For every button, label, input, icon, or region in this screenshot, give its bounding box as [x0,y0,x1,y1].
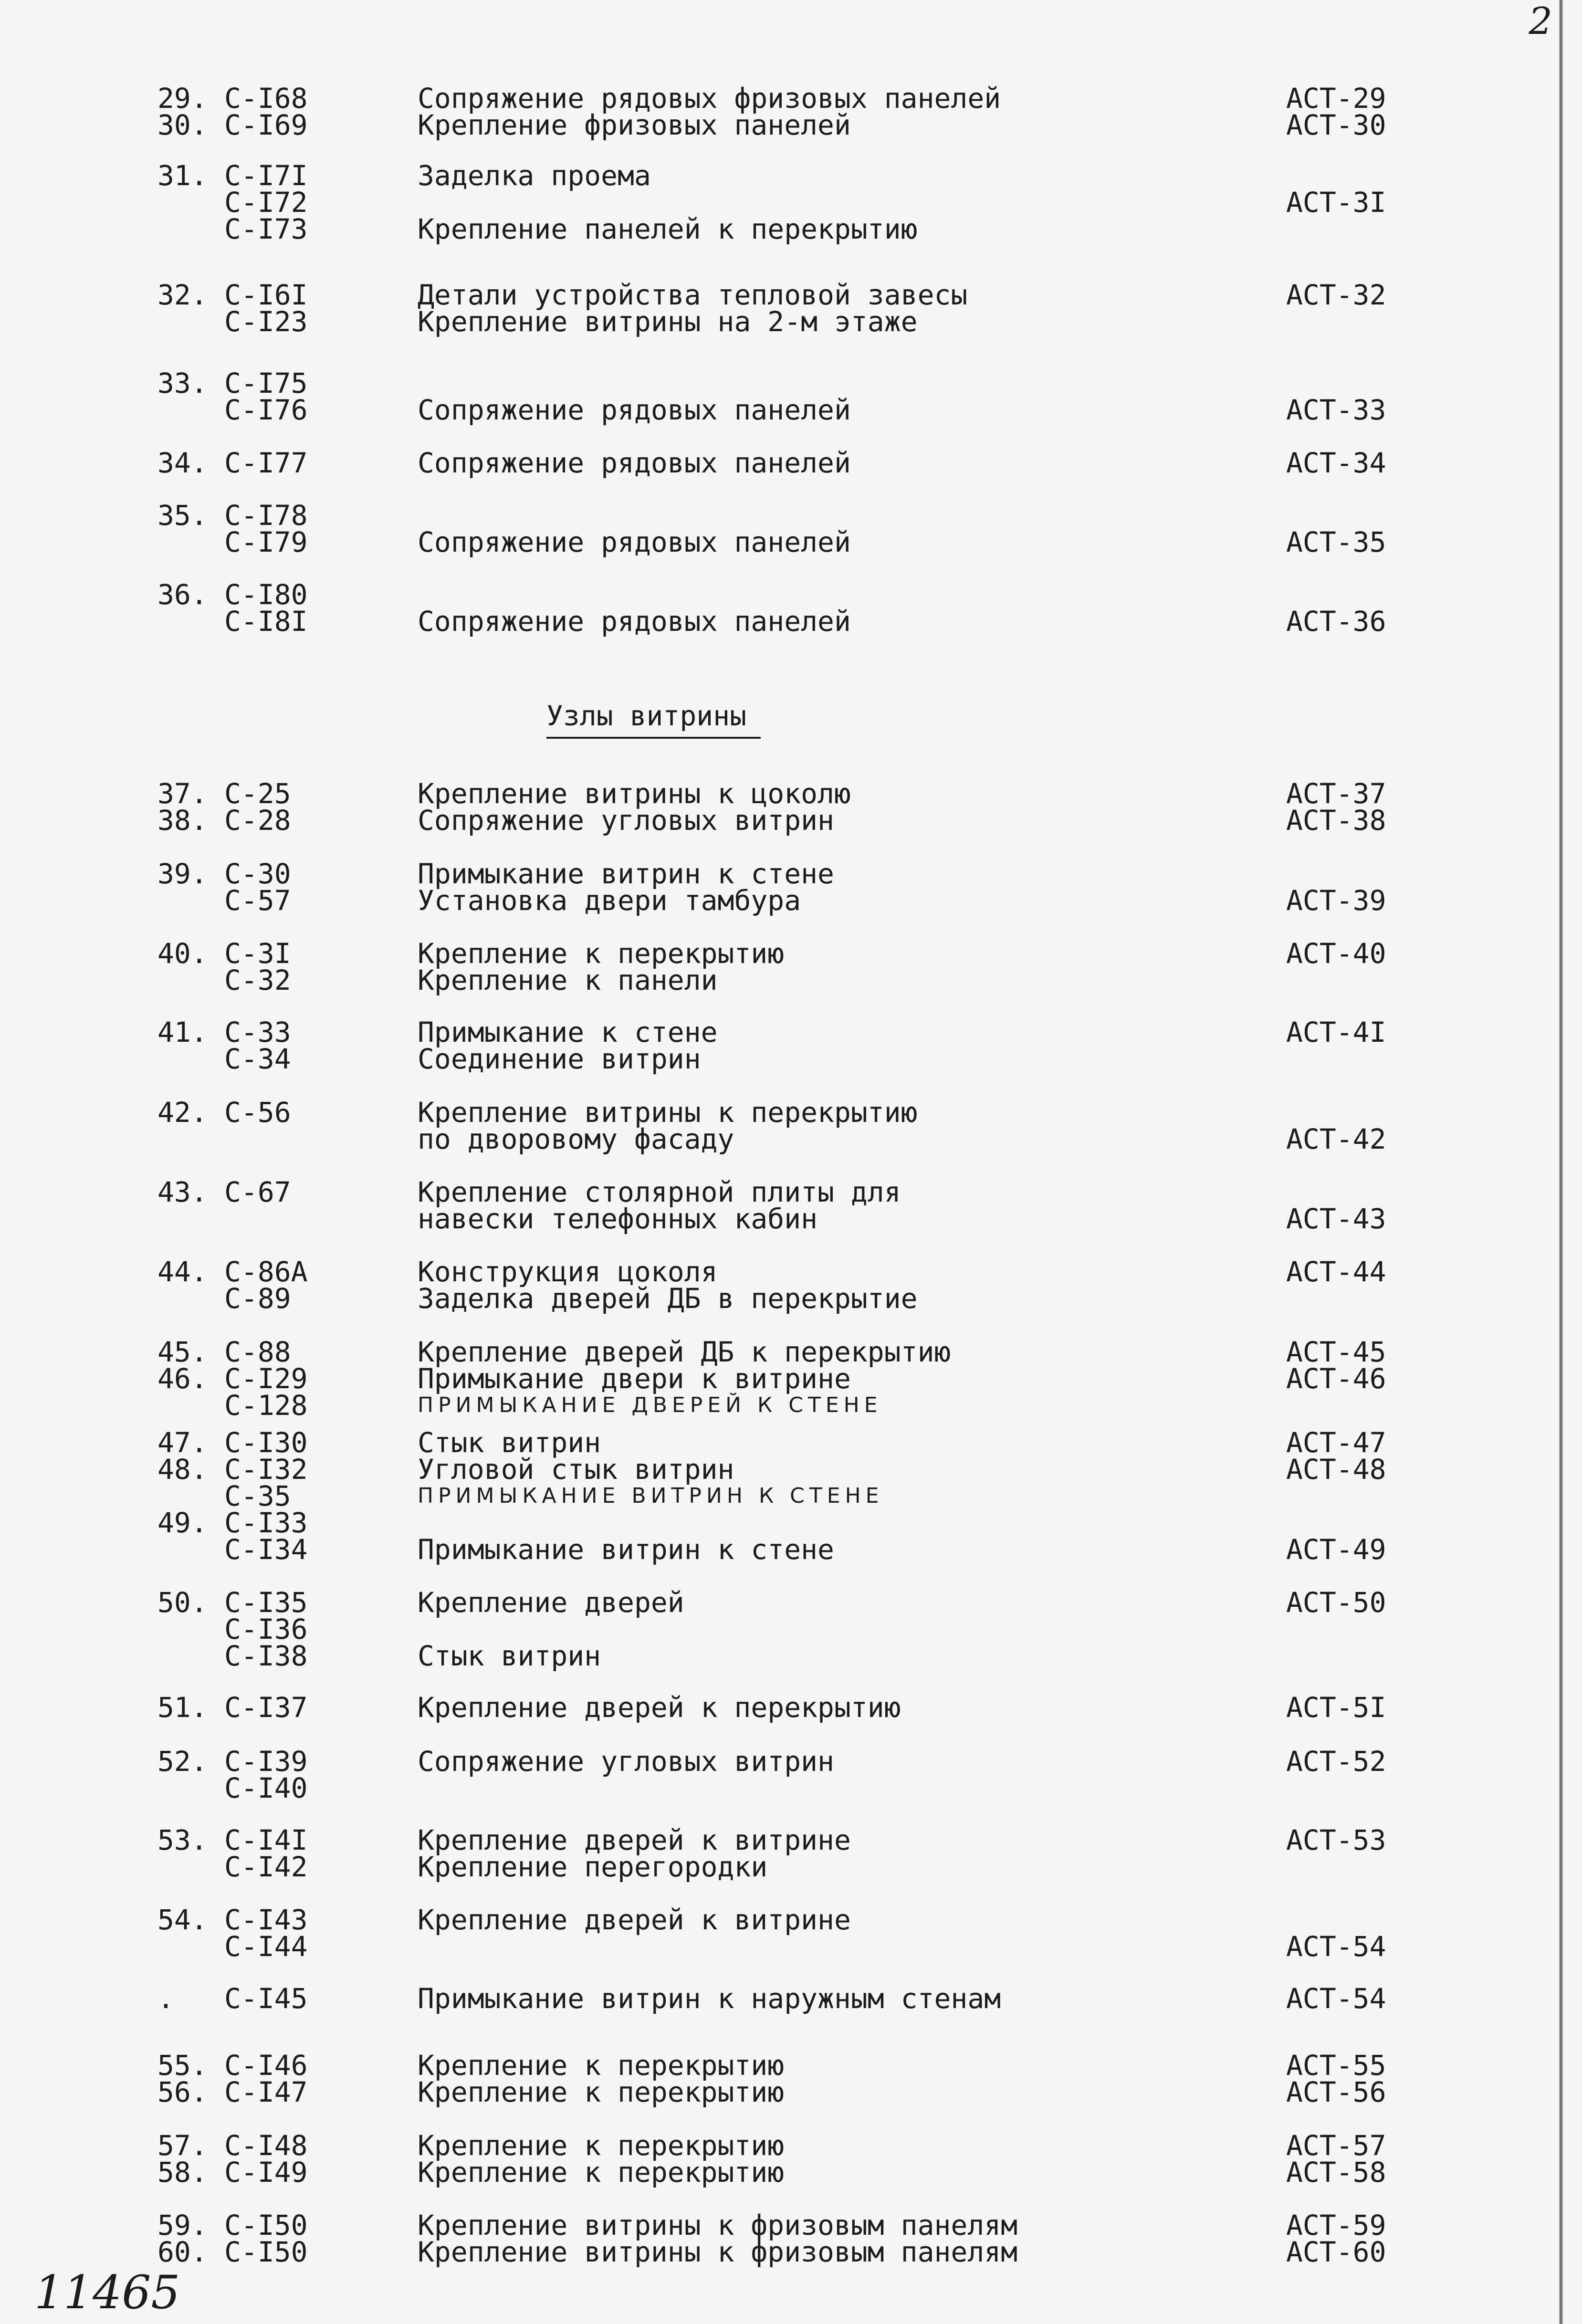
entry-title: Сопряжение угловых витрин [418,804,834,837]
entry-num: 51. [157,1691,208,1724]
entry-num: 59. [157,2209,208,2241]
entry-title: Примыкание к стене [418,1016,718,1048]
entry-line [0,1426,1582,1459]
entry-line [0,1256,1582,1288]
entry-code: С-I23 [224,305,308,338]
entry-title: Крепление перегородки [418,1851,768,1883]
entry-code: С-I43 [224,1904,308,1936]
entry-ref: АСТ-54 [1286,1930,1386,1963]
entry-title: Крепление к перекрытию [418,2076,785,2108]
entry-title: Примыкание витрин к стене [418,1533,834,1566]
entry-line [0,964,1582,996]
entry-line [0,394,1582,426]
entry-title: Крепление дверей к перекрытию [418,1691,901,1724]
entry-num: 54. [157,1904,208,1936]
entry-line [0,1772,1582,1804]
entry-title: Заделка проема [418,159,651,192]
entry-ref: АСТ-55 [1286,2049,1386,2082]
entry-line [0,2129,1582,2162]
entry-title: Сопряжение рядовых фризовых панелей [418,82,1001,115]
entry-code: С-I42 [224,1851,308,1883]
entry-title: навески телефонных кабин [418,1203,818,1235]
entry-title: Конструкция цоколя [418,1256,718,1288]
entry-line [0,1904,1582,1936]
entry-code: С-56 [224,1096,291,1129]
entry-title: Крепление дверей к витрине [418,1904,851,1936]
entry-code: С-I39 [224,1745,308,1778]
entry-line [0,1453,1582,1486]
entry-ref: АСТ-29 [1286,82,1386,115]
section-heading: Узлы витрины [546,702,761,739]
entry-code: С-I80 [224,578,308,611]
entry-num: 40. [157,937,208,970]
entry-ref: АСТ-36 [1286,605,1386,638]
entry-line [0,1930,1582,1963]
entry-num: 31. [157,159,208,192]
entry-code: С-89 [224,1282,291,1315]
entry-code: С-I40 [224,1772,308,1804]
entry-ref: АСТ-59 [1286,2209,1386,2241]
entry-title: Крепление фризовых панелей [418,109,851,141]
entry-num: 29. [157,82,208,115]
entry-code: С-I45 [224,1982,308,2015]
entry-num: 33. [157,367,208,399]
entry-line [0,1480,1582,1512]
entry-title: Крепление к перекрытию [418,937,785,970]
entry-ref: АСТ-34 [1286,447,1386,479]
entry-line [0,1389,1582,1422]
entry-code: С-25 [224,777,291,810]
entry-line [0,1507,1582,1539]
entry-ref: АСТ-5I [1286,1691,1386,1724]
entry-code: С-28 [224,804,291,837]
entry-num: 46. [157,1362,208,1395]
entry-code: С-I72 [224,186,308,219]
entry-ref: АСТ-43 [1286,1203,1386,1235]
entry-line [0,1176,1582,1208]
entry-num: 52. [157,1745,208,1778]
entry-num: 55. [157,2049,208,2082]
entry-title: Примыкание витрин к наружным стенам [418,1982,1001,2015]
entry-ref: АСТ-47 [1286,1426,1386,1459]
entry-line [0,1123,1582,1155]
entry-line [0,1096,1582,1129]
entry-line [0,109,1582,141]
entry-line [0,2156,1582,2188]
entry-num: 30. [157,109,208,141]
entry-num: 47. [157,1426,208,1459]
entry-code: С-128 [224,1389,308,1422]
entry-ref: АСТ-57 [1286,2129,1386,2162]
entry-code: С-I44 [224,1930,308,1963]
entry-line [0,186,1582,219]
entry-code: С-I78 [224,499,308,532]
entry-ref: АСТ-48 [1286,1453,1386,1486]
entry-line [0,2209,1582,2241]
entry-title: Крепление столярной плиты для [418,1176,901,1208]
entry-code: С-I29 [224,1362,308,1395]
entry-ref: АСТ-4I [1286,1016,1386,1048]
entry-line [0,2049,1582,2082]
entry-ref: АСТ-35 [1286,526,1386,558]
entry-code: С-I30 [224,1426,308,1459]
entry-num: 35. [157,499,208,532]
entry-num: 50. [157,1586,208,1619]
entry-line [0,937,1582,970]
entry-line [0,1336,1582,1368]
entry-ref: АСТ-30 [1286,109,1386,141]
entry-code: С-33 [224,1016,291,1048]
entry-title: ПРИМЫКАНИЕ ДВЕРЕЙ К СТЕНЕ [418,1393,882,1417]
entry-code: С-I8I [224,605,308,638]
entry-line [0,213,1582,245]
entry-line [0,884,1582,917]
entry-ref: АСТ-32 [1286,279,1386,311]
entry-code: С-88 [224,1336,291,1368]
entry-code: С-35 [224,1480,291,1512]
entry-line [0,499,1582,532]
entry-code: С-67 [224,1176,291,1208]
entry-code: С-I48 [224,2129,308,2162]
entry-title: Крепление дверей [418,1586,684,1619]
entry-title: Стык витрин [418,1640,601,1672]
entry-ref: АСТ-39 [1286,884,1386,917]
entry-code: С-I47 [224,2076,308,2108]
entry-title: Сопряжение рядовых панелей [418,605,851,638]
entry-num: 45. [157,1336,208,1368]
entry-line [0,1824,1582,1856]
entry-title: Крепление витрины на 2-м этаже [418,305,918,338]
entry-num: 39. [157,858,208,890]
entry-line [0,804,1582,837]
entry-line [0,1691,1582,1724]
entry-num: 49. [157,1507,208,1539]
entry-line [0,159,1582,192]
entry-line [0,526,1582,558]
entry-title: Крепление к панели [418,964,718,996]
entry-line [0,858,1582,890]
entry-num: 56. [157,2076,208,2108]
entry-title: Заделка дверей ДБ в перекрытие [418,1282,918,1315]
page-number: 2 [1529,0,1552,43]
entry-num: 48. [157,1453,208,1486]
entry-code: С-I76 [224,394,308,426]
entry-line [0,1533,1582,1566]
entry-ref: АСТ-38 [1286,804,1386,837]
entry-code: С-I4I [224,1824,308,1856]
entry-num: 42. [157,1096,208,1129]
entry-num: 44. [157,1256,208,1288]
entry-title: Детали устройства тепловой завесы [418,279,968,311]
entry-title: Сопряжение рядовых панелей [418,447,851,479]
entry-title: Крепление витрины к фризовым панелям [418,2236,1018,2268]
entry-num: 32. [157,279,208,311]
entry-title: Крепление дверей ДБ к перекрытию [418,1336,951,1368]
entry-line [0,1613,1582,1645]
entry-line [0,1586,1582,1619]
entry-code: С-I34 [224,1533,308,1566]
entry-num: 36. [157,578,208,611]
entry-line [0,1851,1582,1883]
entry-code: С-I77 [224,447,308,479]
entry-code: С-I35 [224,1586,308,1619]
entry-title: Крепление дверей к витрине [418,1824,851,1856]
entry-line [0,279,1582,311]
entry-line [0,1745,1582,1778]
entry-line [0,1982,1582,2015]
entry-line [0,367,1582,399]
entry-code: С-I37 [224,1691,308,1724]
entry-code: С-I69 [224,109,308,141]
entry-line [0,1016,1582,1048]
entry-line [0,1282,1582,1315]
entry-code: С-I68 [224,82,308,115]
entry-line [0,777,1582,810]
entry-title: Сопряжение рядовых панелей [418,526,851,558]
entry-code: С-I38 [224,1640,308,1672]
entry-title: Крепление к перекрытию [418,2156,785,2188]
entry-num: 43. [157,1176,208,1208]
entry-code: С-I33 [224,1507,308,1539]
entry-title: Примыкание витрин к стене [418,858,834,890]
entry-num: 41. [157,1016,208,1048]
entry-num: 34. [157,447,208,479]
entry-ref: АСТ-46 [1286,1362,1386,1395]
entry-title: по дворовому фасаду [418,1123,734,1155]
entry-title: Крепление витрины к цоколю [418,777,851,810]
entry-title: Соединение витрин [418,1043,701,1075]
entry-title: Установка двери тамбура [418,884,801,917]
entry-line [0,305,1582,338]
entry-code: С-I79 [224,526,308,558]
entry-code: С-I75 [224,367,308,399]
entry-title: Примыкание двери к витрине [418,1362,851,1395]
entry-line [0,605,1582,638]
entry-line [0,82,1582,115]
entry-line [0,447,1582,479]
entry-line [0,2236,1582,2268]
entry-line [0,1362,1582,1395]
entry-num: 60. [157,2236,208,2268]
entry-ref: АСТ-50 [1286,1586,1386,1619]
entry-ref: АСТ-58 [1286,2156,1386,2188]
entry-code: С-I73 [224,213,308,245]
entry-num: 38. [157,804,208,837]
entry-ref: АСТ-45 [1286,1336,1386,1368]
entry-code: С-57 [224,884,291,917]
entry-num: 53. [157,1824,208,1856]
entry-title: ПРИМЫКАНИЕ ВИТРИН К СТЕНЕ [418,1484,884,1508]
entry-line [0,1203,1582,1235]
entry-ref: АСТ-42 [1286,1123,1386,1155]
entry-line [0,578,1582,611]
entry-ref: АСТ-44 [1286,1256,1386,1288]
entry-ref: АСТ-54 [1286,1982,1386,2015]
entry-code: С-86А [224,1256,308,1288]
entry-num: . [157,1982,174,2015]
entry-title: Крепление к перекрытию [418,2129,785,2162]
entry-code: С-30 [224,858,291,890]
entry-title: Крепление витрины к фризовым панелям [418,2209,1018,2241]
entry-code: С-I49 [224,2156,308,2188]
entry-title: Сопряжение угловых витрин [418,1745,834,1778]
entry-line [0,1043,1582,1075]
entry-line [0,2076,1582,2108]
entry-code: С-I7I [224,159,308,192]
entry-code: С-I32 [224,1453,308,1486]
entry-title: Сопряжение рядовых панелей [418,394,851,426]
entry-ref: АСТ-37 [1286,777,1386,810]
sheet-mark: 11465 [34,2266,180,2319]
entry-ref: АСТ-60 [1286,2236,1386,2268]
entry-code: С-3I [224,937,291,970]
entry-title: Стык витрин [418,1426,601,1459]
entry-ref: АСТ-49 [1286,1533,1386,1566]
entry-title: Крепление витрины к перекрытию [418,1096,918,1129]
entry-code: С-I50 [224,2209,308,2241]
entry-ref: АСТ-33 [1286,394,1386,426]
entry-num: 58. [157,2156,208,2188]
entry-ref: АСТ-40 [1286,937,1386,970]
entry-code: С-I46 [224,2049,308,2082]
entry-ref: АСТ-56 [1286,2076,1386,2108]
entry-ref: АСТ-53 [1286,1824,1386,1856]
entry-code: С-I6I [224,279,308,311]
entry-line [0,1640,1582,1672]
entry-title: Крепление к перекрытию [418,2049,785,2082]
entry-code: С-I50 [224,2236,308,2268]
entry-title: Крепление панелей к перекрытию [418,213,918,245]
entry-num: 37. [157,777,208,810]
entry-code: С-34 [224,1043,291,1075]
entry-num: 57. [157,2129,208,2162]
entry-code: С-I36 [224,1613,308,1645]
entry-code: С-32 [224,964,291,996]
entry-title: Угловой стык витрин [418,1453,734,1486]
entry-ref: АСТ-3I [1286,186,1386,219]
entry-ref: АСТ-52 [1286,1745,1386,1778]
